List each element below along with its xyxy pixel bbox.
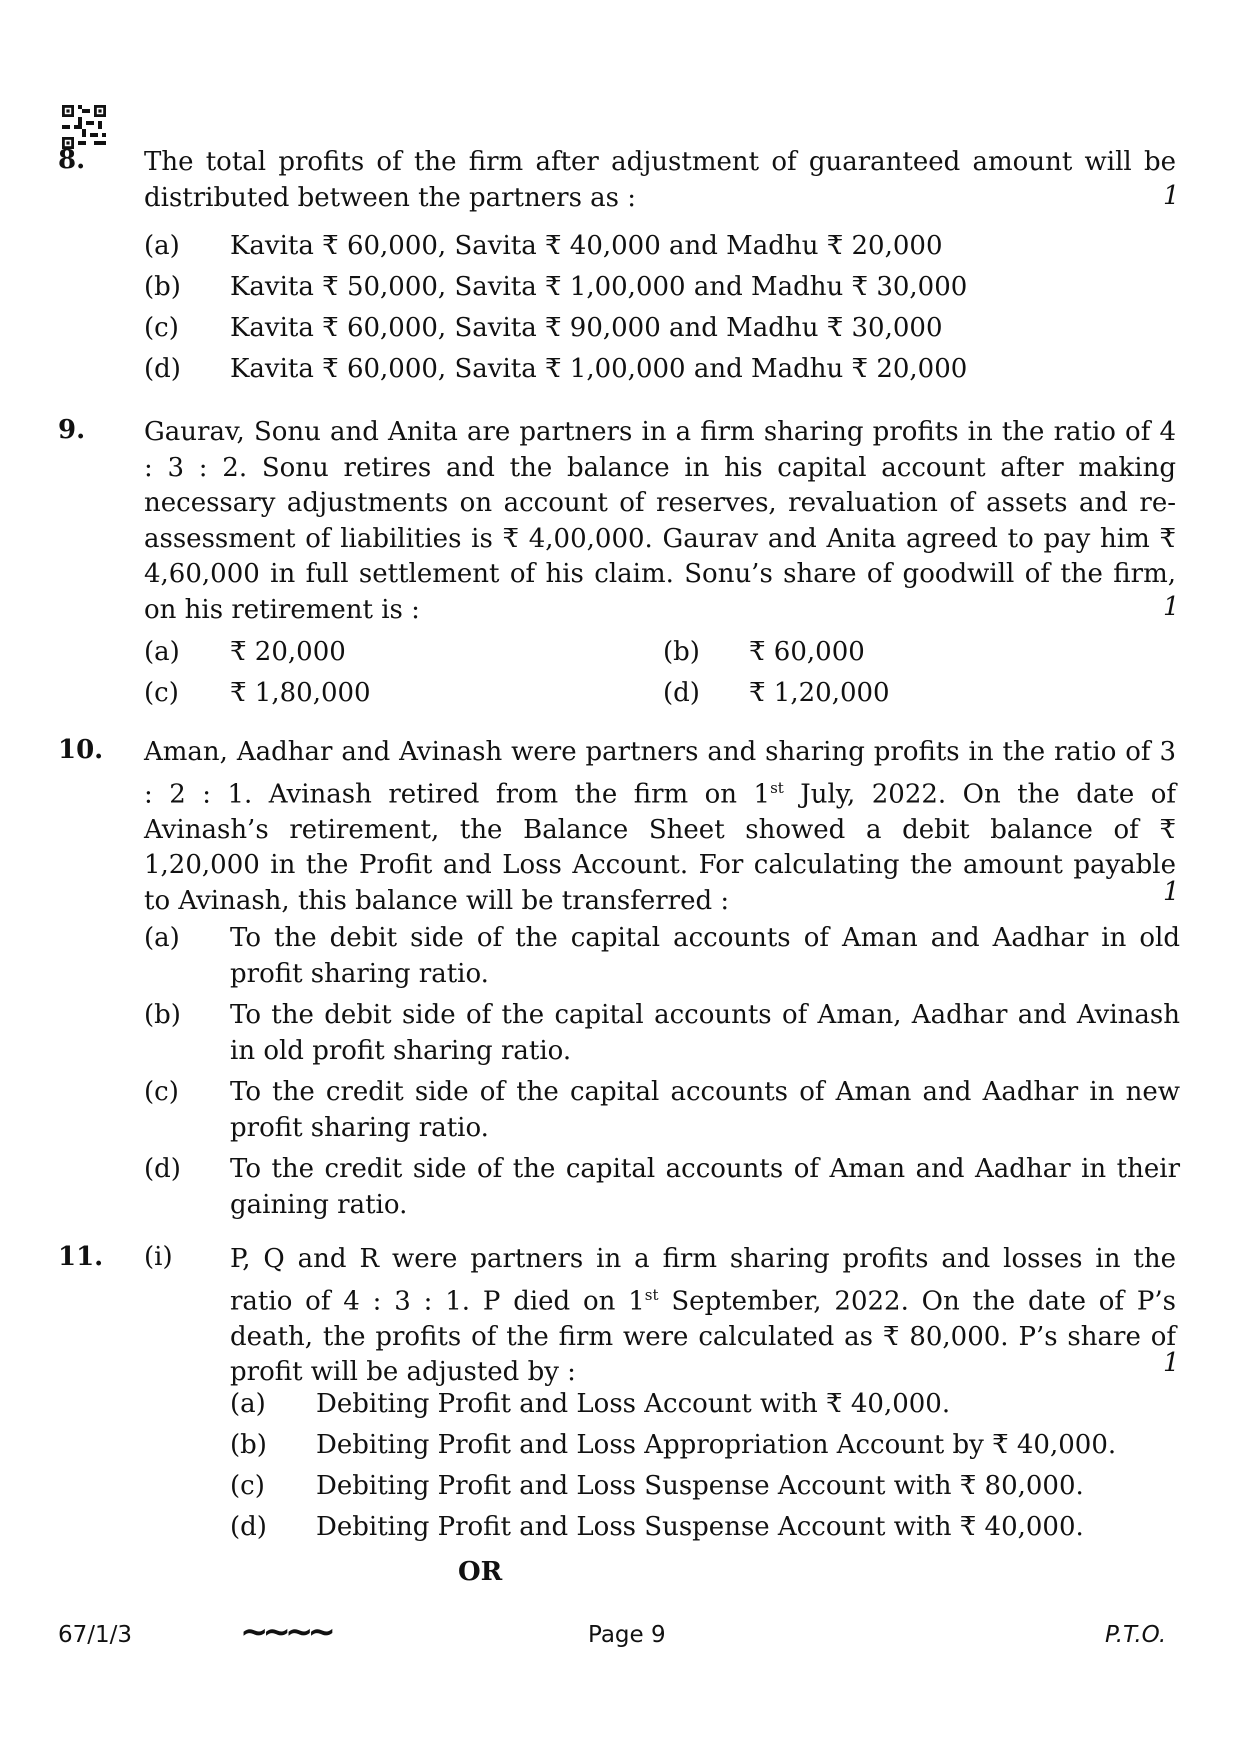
- or-label: OR: [458, 1557, 503, 1587]
- option-d: (d) Debiting Profit and Loss Suspense Account with ₹ 40,000.: [230, 1512, 1084, 1542]
- marks: 1: [1163, 592, 1180, 622]
- option-d: (d) ₹ 1,20,000: [663, 678, 890, 708]
- paper-code: 67/1/3: [58, 1622, 133, 1648]
- qr-code-icon: [62, 105, 106, 149]
- option-d: (d) To the credit side of the capital accounts of Aman and Aadhar in their gaining ratio.: [144, 1154, 1180, 1220]
- option-c: (c) Kavita ₹ 60,000, Savita ₹ 90,000 and Madhu ₹ 30,000: [144, 313, 943, 343]
- ornament: ∼∼∼∼: [240, 1612, 330, 1652]
- option-c: (c) ₹ 1,80,000: [144, 678, 371, 708]
- option-a: (a) Debiting Profit and Loss Account with ₹ 40,000.: [230, 1389, 951, 1419]
- option-a: (a) ₹ 20,000: [144, 637, 346, 667]
- question-number: 9.: [58, 415, 86, 445]
- option-b: (b) Kavita ₹ 50,000, Savita ₹ 1,00,000 and Madhu ₹ 30,000: [144, 272, 968, 302]
- question-stem: Gaurav, Sonu and Anita are partners in a firm sharing profits in the ratio of 4 : 3 : 2. Sonu retires and the balance in his capital account after making necessary adjustments on account of reserves, revaluation of assets and re-assessment of liabilities is ₹ 4,00,000. Gaurav and Anita agreed to pay him ₹ 4,60,000 in full settlement of his claim. Sonu’s share of goodwill of the firm, on his retirement is :: [144, 417, 1176, 625]
- question-number: 8.: [58, 145, 86, 175]
- marks: 1: [1163, 877, 1180, 907]
- marks: 1: [1163, 181, 1180, 211]
- page-number: Page 9: [588, 1622, 666, 1648]
- pto-label: P.T.O.: [1105, 1622, 1167, 1648]
- option-a: (a) Kavita ₹ 60,000, Savita ₹ 40,000 and Madhu ₹ 20,000: [144, 231, 943, 261]
- option-c: (c) To the credit side of the capital accounts of Aman and Aadhar in new profit sharing ratio.: [144, 1077, 1180, 1143]
- option-b: (b) ₹ 60,000: [663, 637, 865, 667]
- question-stem: Aman, Aadhar and Avinash were partners and sharing profits in the ratio of 3 : 2 : 1. Avinash retired from the firm on 1st July, 2022. On the date of Avinash’s retirement, the Balance Sheet showed a debit balance of ₹ 1,20,000 in the Profit and Loss Account. For calculating the amount payable to Avinash, this balance will be transferred :: [144, 737, 1177, 916]
- question-number: 11.: [58, 1242, 104, 1272]
- option-a: (a) To the debit side of the capital accounts of Aman and Aadhar in old profit sharing ratio.: [144, 923, 1180, 989]
- question-number: 10.: [58, 735, 104, 765]
- question-stem: The total profits of the firm after adjustment of guaranteed amount will be distributed between the partners as :: [144, 147, 1176, 213]
- option-b: (b) To the debit side of the capital accounts of Aman, Aadhar and Avinash in old profit sharing ratio.: [144, 1000, 1180, 1066]
- marks: 1: [1163, 1348, 1180, 1378]
- option-c: (c) Debiting Profit and Loss Suspense Account with ₹ 80,000.: [230, 1471, 1084, 1501]
- option-d: (d) Kavita ₹ 60,000, Savita ₹ 1,00,000 and Madhu ₹ 20,000: [144, 354, 968, 384]
- option-b: (b) Debiting Profit and Loss Appropriation Account by ₹ 40,000.: [230, 1430, 1117, 1460]
- question-stem: P, Q and R were partners in a firm sharing profits and losses in the ratio of 4 : 3 : 1. P died on 1st September, 2022. On the date of P’s death, the profits of the firm were calculated as ₹ 80,000. P’s share of profit will be adjusted by :: [230, 1244, 1176, 1388]
- sub-question-label: (i): [144, 1242, 173, 1272]
